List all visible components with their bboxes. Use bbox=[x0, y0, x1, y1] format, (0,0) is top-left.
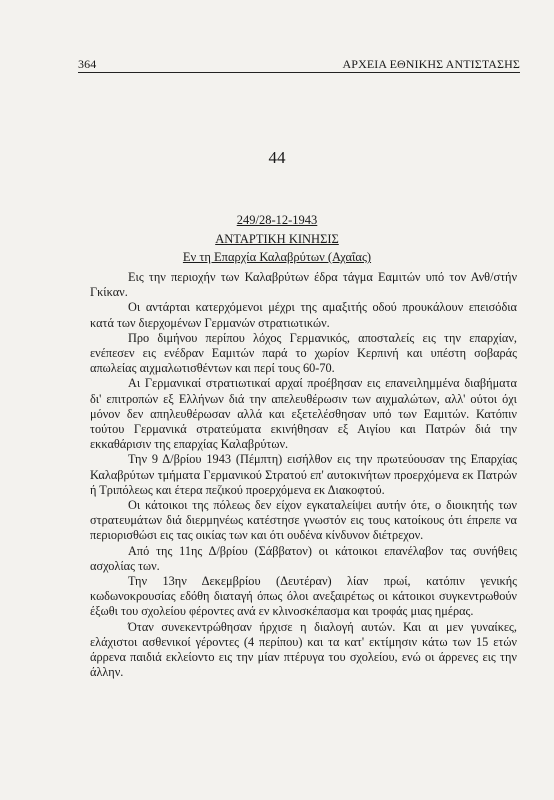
paragraph: Οι αντάρται κατερχόμενοι μέχρι της αμαξιτής οδού προυκάλουν επεισόδια κατά των διερχομένων Γερμανών στρατιωτικών. bbox=[90, 300, 517, 330]
document-title: ΑΝΤΑΡΤΙΚΗ ΚΙΝΗΣΙΣ bbox=[215, 232, 339, 246]
running-title: ΑΡΧΕΙΑ ΕΘΝΙΚΗΣ ΑΝΤΙΣΤΑΣΗΣ bbox=[342, 57, 520, 71]
paragraph: Προ διμήνου περίπου λόχος Γερμανικός, αποσταλείς εις την επαρχίαν, ενέπεσεν εις ενέδραν Εαμιτών παρά το χωρίον Κερπινή και υπέστη σοβαράς απωλείας αιχμαλωτισθέντων και περί τους 60-70. bbox=[90, 330, 517, 376]
paragraph: Οι κάτοικοι της πόλεως δεν είχον εγκαταλείψει αυτήν ότε, ο διοικητής των στρατευμάτων διά διερμηνέως κατέστησε γνωστόν εις τους κατοίκους ότι έπρεπε να περιορισθώσι εις τας οικίας των και ότι ουδένα κίνδυνον διέτρεχον. bbox=[90, 498, 517, 543]
paragraph: Από της 11ης Δ/βρίου (Σάββατον) οι κάτοικοι επανέλαβον τας συνήθεις ασχολίας των. bbox=[90, 543, 517, 573]
document-subtitle: Εν τη Επαρχία Καλαβρύτων (Αχαΐας) bbox=[182, 250, 372, 264]
page-number: 364 bbox=[78, 57, 97, 71]
document-number: 44 bbox=[268, 148, 286, 167]
paragraph: Όταν συνεκεντρώθησαν ήρχισε η διαλογή αυτών. Και αι μεν γυναίκες, ελάχιστοι ασθενικοί γέροντες (4 περίπου) και τα κατ' εκτίμησιν κάτω των 15 ετών άρρενα παιδιά εκλείοντο εις την μίαν πτέρυγα του σχολείου, ενώ οι άρρενες εις την άλλην. bbox=[90, 619, 517, 680]
paragraph: Εις την περιοχήν των Καλαβρύτων έδρα τάγμα Εαμιτών υπό τον Ανθ/στήν Γκίκαν. bbox=[90, 270, 517, 300]
paragraph: Την 9 Δ/βρίου 1943 (Πέμπτη) εισήλθον εις την πρωτεύουσαν της Επαρχίας Καλαβρύτων τμήματα Γερμανικού Στρατού επ' αυτοκινήτων προερχόμενα εκ Πατρών ή Τριπόλεως και έτερα πεζικού προερχόμενα εκ Διακοφτού. bbox=[90, 452, 517, 497]
paragraph: Αι Γερμανικαί στρατιωτικαί αρχαί προέβησαν εις επανειλημμένα διαβήματα δι' επιτροπών εξ Ελλήνων διά την απελευθέρωσιν των αιχμαλώτων, αλλ' ούτοι όχι μόνον δεν απηλευθέρωσαν αλλά και εξετελέσθησαν υπό των Εαμιτών. Κατόπιν τούτου Γερμανικά στρατεύματα εκινήθησαν εξ Αιγίου και Πατρών διά την εκκαθάρισιν της επαρχίας Καλαβρύτων. bbox=[90, 376, 517, 452]
paragraph: Την 13ην Δεκεμβρίου (Δευτέραν) λίαν πρωί, κατόπιν γενικής κωδωνοκρουσίας εδόθη διαταγή όπως όλοι ανεξαιρέτως οι κάτοικοι συγκεντρωθούν έξωθι του σχολείου φέροντες ανά εν κλινοσκέπασμα και τροφάς μιας ημέρας. bbox=[90, 574, 517, 619]
header-rule bbox=[78, 72, 520, 73]
page-header bbox=[78, 57, 520, 72]
document-reference: 249/28-12-1943 bbox=[236, 213, 318, 227]
body-text bbox=[90, 270, 517, 680]
